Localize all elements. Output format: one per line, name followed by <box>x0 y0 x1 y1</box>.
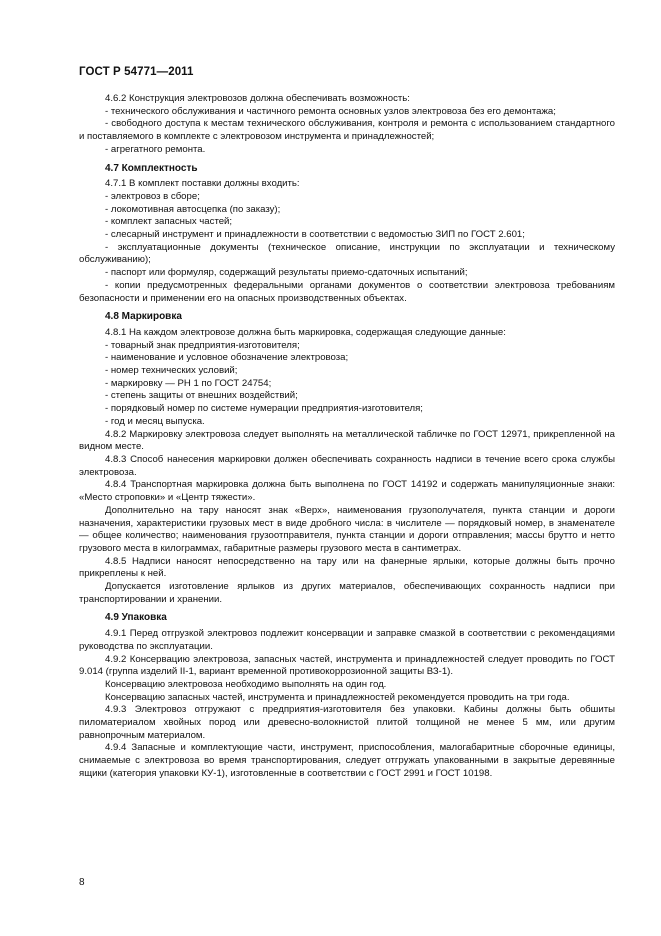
list-item: - товарный знак предприятия-изготовителя; <box>105 339 300 351</box>
list-item: - номер технических условий; <box>105 365 238 377</box>
list-item: - электровоз в сборе; <box>105 190 200 202</box>
paragraph: Допускается изготовление ярлыков из других материалов, обеспечивающих сохранность надписи при транспортировании и хранении. <box>79 581 615 605</box>
section-heading-4-9: 4.9 Упаковка <box>105 612 167 624</box>
paragraph-4-9-1: 4.9.1 Перед отгрузкой электровоз подлежит консервации и заправке смазкой в соответствии с рекомендациями руководства по эксплуатации. <box>79 628 615 652</box>
paragraph-4-6-2: 4.6.2 Конструкция электровозов должна обеспечивать возможность: <box>105 93 410 104</box>
paragraph-4-7-1: 4.7.1 В комплект поставки должны входить: <box>105 178 300 190</box>
paragraph-4-8-1: 4.8.1 На каждом электровозе должна быть маркировка, содержащая следующие данные: <box>105 326 506 338</box>
list-item: - слесарный инструмент и принадлежности в соответствии с ведомостью ЗИП по ГОСТ 2.601; <box>105 229 525 241</box>
paragraph: Дополнительно на тару наносят знак «Верх», наименования грузополучателя, пункта станции и дороги назначения, характеристики грузовых мест в виде дробного числа: в числителе — порядковый номер, в знаменателе — общее количество; наименования грузоотправителя, пункта станции и дороги отправления; массы брутто и нетто грузового места в килограммах, габаритные размеры грузового места в сантиметрах. <box>79 504 615 554</box>
list-item: - комплект запасных частей; <box>105 216 233 228</box>
list-item: - локомотивная автосцепка (по заказу); <box>105 203 281 215</box>
paragraph-4-8-3: 4.8.3 Способ нанесения маркировки должен обеспечивать сохранность надписи в течение всего срока службы электровоза. <box>79 453 615 478</box>
paragraph: Консервацию электровоза необходимо выполнять на один год. <box>105 678 387 690</box>
page-number: 8 <box>79 877 85 888</box>
paragraph-4-9-3: 4.9.3 Электровоз отгружают с предприятия-изготовителя без упаковки. Кабины должны быть обшиты пиломатериалом хвойных пород или древесно-волокнистой плитой толщиной не менее 5 мм, или другим равнопрочным материалом. <box>79 704 615 741</box>
list-item: - технического обслуживания и частичного ремонта основных узлов электровоза без его демонтажа; <box>105 105 556 117</box>
document-body <box>79 93 615 781</box>
paragraph-4-9-2: 4.9.2 Консервацию электровоза, запасных частей, инструмента и принадлежностей следует проводить по ГОСТ 9.014 (группа изделий II-1, вариант временной противокоррозионной защиты ВЗ-1). <box>79 653 615 678</box>
section-heading-4-7: 4.7 Комплектность <box>105 162 198 174</box>
list-item: - эксплуатационные документы (техническое описание, инструкции по эксплуатации и техническому обслуживанию); <box>79 241 615 266</box>
paragraph-4-8-2: 4.8.2 Маркировку электровоза следует выполнять на металлической табличке по ГОСТ 12971, прикрепленной на видном месте. <box>79 428 615 453</box>
list-item: - порядковый номер по системе нумерации предприятия-изготовителя; <box>105 403 423 415</box>
paragraph-4-9-4: 4.9.4 Запасные и комплектующие части, инструмент, приспособления, малогабаритные сборочные единицы, снимаемые с электровоза во время транспортирования, следует отгружать упакованными в закрытые деревянные ящики (категория упаковки КУ-1), изготовленные в соответствии с ГОСТ 2991 и ГОСТ 10198. <box>79 742 615 779</box>
document-header: ГОСТ Р 54771—2011 <box>79 66 194 78</box>
section-heading-4-8: 4.8 Маркировка <box>105 311 182 323</box>
list-item: - наименование и условное обозначение электровоза; <box>105 352 349 364</box>
list-item: - степень защиты от внешних воздействий; <box>105 390 298 402</box>
paragraph: Консервацию запасных частей, инструмента и принадлежностей рекомендуется проводить на три года. <box>105 691 570 703</box>
list-item: - паспорт или формуляр, содержащий результаты приемо-сдаточных испытаний; <box>105 267 468 279</box>
paragraph-4-8-4: 4.8.4 Транспортная маркировка должна быть выполнена по ГОСТ 14192 и содержать манипуляционные знаки: «Место строповки» и «Центр тяжести». <box>79 479 615 504</box>
list-item: - агрегатного ремонта. <box>105 143 206 155</box>
list-item: - год и месяц выпуска. <box>105 415 205 427</box>
paragraph-4-8-5: 4.8.5 Надписи наносят непосредственно на тару или на фанерные ярлыки, которые должны быть прочно прикреплены к ней. <box>79 555 615 580</box>
list-item: - маркировку — РН 1 по ГОСТ 24754; <box>105 377 272 389</box>
list-item: - свободного доступа к местам технического обслуживания, контроля и ремонта с использованием стандартного и поставляемого в комплекте с электровозом инструмента и принадлежностей; <box>79 118 615 143</box>
list-item: - копии предусмотренных федеральными органами документов о соответствии электровоза требованиям безопасности и применении его на опасных производственных объектах. <box>79 279 615 304</box>
